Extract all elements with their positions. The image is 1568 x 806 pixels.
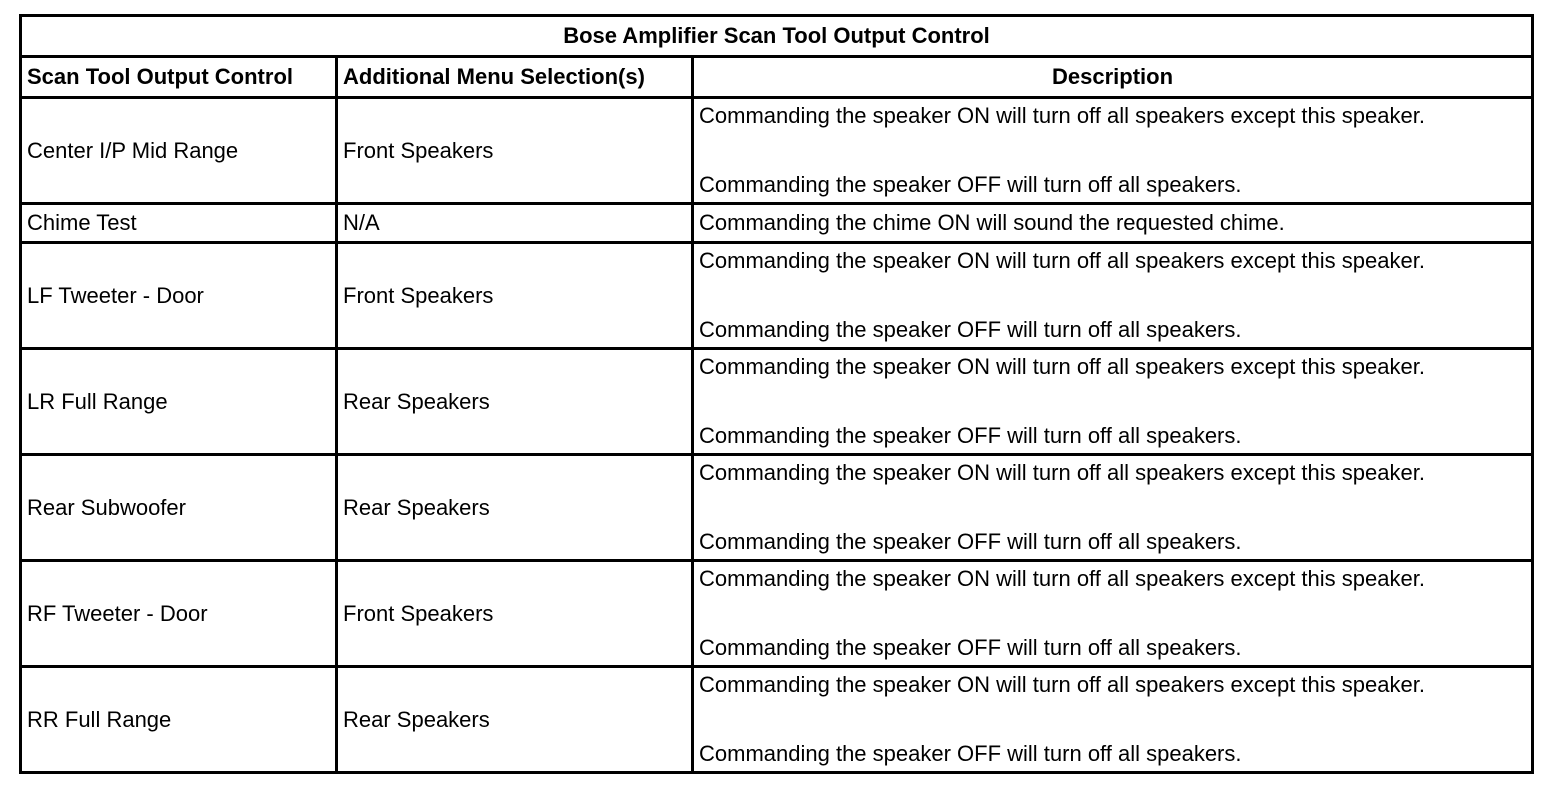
description-on-text: Commanding the speaker ON will turn off all speakers except this speaker.: [699, 460, 1425, 485]
control-cell: LR Full Range: [21, 349, 337, 455]
table-row: [21, 455, 1533, 561]
control-cell: RF Tweeter - Door: [21, 561, 337, 667]
description-cell: [693, 98, 1533, 204]
menu-cell: Rear Speakers: [337, 667, 693, 773]
control-cell: Chime Test: [21, 204, 337, 243]
description-off-text: Commanding the speaker OFF will turn off all speakers.: [699, 529, 1242, 554]
description-on-text: Commanding the speaker ON will turn off all speakers except this speaker.: [699, 354, 1425, 379]
description-on-text: Commanding the speaker ON will turn off all speakers except this speaker.: [699, 566, 1425, 591]
description-on-text: Commanding the speaker ON will turn off all speakers except this speaker.: [699, 103, 1425, 128]
column-header-control: Scan Tool Output Control: [21, 57, 337, 98]
description-off-text: Commanding the speaker OFF will turn off all speakers.: [699, 635, 1242, 660]
table-row: [21, 667, 1533, 773]
table-row: [21, 349, 1533, 455]
description-off-text: Commanding the speaker OFF will turn off all speakers.: [699, 317, 1242, 342]
column-header-description: Description: [693, 57, 1533, 98]
menu-cell: Rear Speakers: [337, 455, 693, 561]
description-cell: [693, 667, 1533, 773]
description-cell: [693, 455, 1533, 561]
table-title: Bose Amplifier Scan Tool Output Control: [21, 16, 1533, 57]
control-cell: RR Full Range: [21, 667, 337, 773]
menu-cell: Front Speakers: [337, 98, 693, 204]
table-row: [21, 243, 1533, 349]
control-cell: LF Tweeter - Door: [21, 243, 337, 349]
description-off-text: Commanding the speaker OFF will turn off all speakers.: [699, 741, 1242, 766]
table-row: [21, 98, 1533, 204]
description-off-text: Commanding the speaker OFF will turn off all speakers.: [699, 172, 1242, 197]
control-cell: Center I/P Mid Range: [21, 98, 337, 204]
table-header-row: [21, 57, 1533, 98]
description-off-text: Commanding the speaker OFF will turn off all speakers.: [699, 423, 1242, 448]
menu-cell: Front Speakers: [337, 243, 693, 349]
table-title-row: [21, 16, 1533, 57]
output-control-table: [19, 14, 1534, 774]
table-row: [21, 204, 1533, 243]
description-cell: [693, 204, 1533, 243]
control-cell: Rear Subwoofer: [21, 455, 337, 561]
description-on-text: Commanding the speaker ON will turn off all speakers except this speaker.: [699, 248, 1425, 273]
description-cell: [693, 349, 1533, 455]
menu-cell: Rear Speakers: [337, 349, 693, 455]
description-cell: [693, 561, 1533, 667]
menu-cell: N/A: [337, 204, 693, 243]
description-cell: [693, 243, 1533, 349]
description-on-text: Commanding the speaker ON will turn off all speakers except this speaker.: [699, 672, 1425, 697]
column-header-menu: Additional Menu Selection(s): [337, 57, 693, 98]
menu-cell: Front Speakers: [337, 561, 693, 667]
table-row: [21, 561, 1533, 667]
description-text: Commanding the chime ON will sound the requested chime.: [699, 210, 1285, 235]
